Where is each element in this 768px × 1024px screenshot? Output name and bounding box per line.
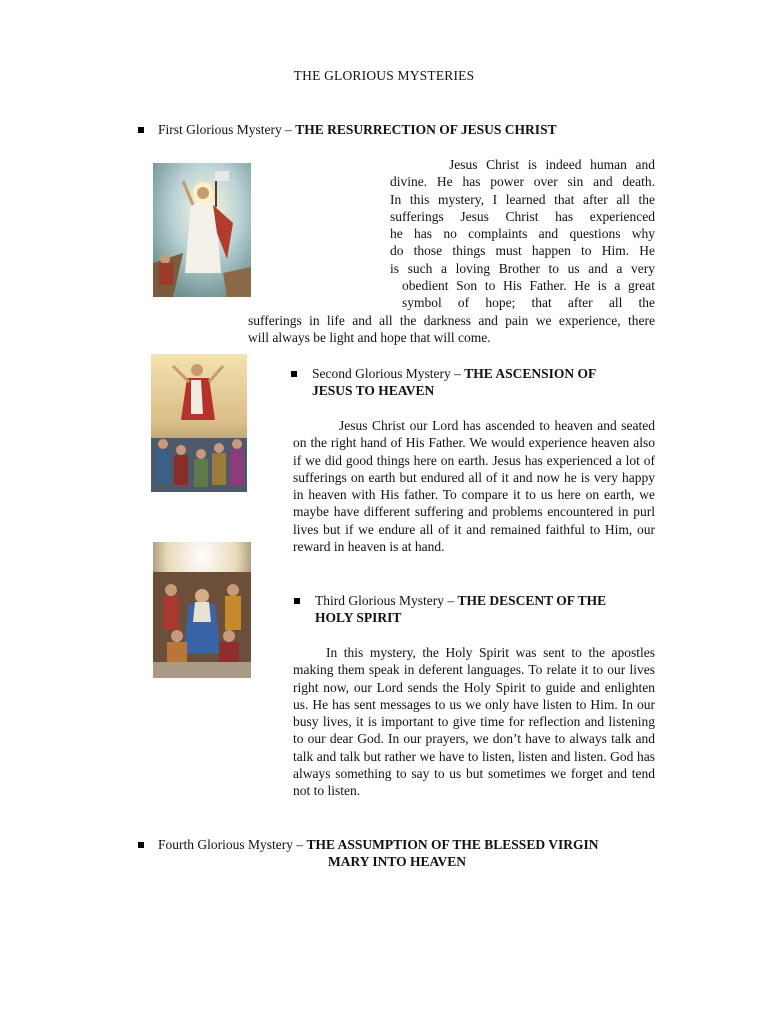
mystery-1-line: symbol of hope; that after all the: [402, 295, 655, 311]
pentecost-image: [153, 542, 251, 678]
mystery-4-name-line2: MARY INTO HEAVEN: [328, 854, 467, 869]
mystery-3-heading: [315, 592, 655, 609]
mystery-3-label: Third Glorious Mystery: [315, 593, 444, 608]
mystery-2-label: Second Glorious Mystery: [312, 366, 451, 381]
ascension-image: [151, 354, 247, 492]
mystery-1-dash: –: [285, 122, 292, 137]
mystery-2-heading: [312, 365, 652, 382]
mystery-1-text: [390, 156, 655, 312]
mystery-1-line: divine. He has power over sin and death.: [390, 174, 655, 190]
mystery-1-label: First Glorious Mystery: [158, 122, 282, 137]
mystery-1-line: will always be light and hope that will come.: [248, 330, 491, 346]
mystery-1-line: sufferings Jesus Christ has experienced: [390, 208, 655, 224]
mystery-1-line: obedient Son to His Father. He is a great: [402, 278, 655, 294]
mystery-1-line: he has no complaints and questions why: [390, 226, 655, 242]
mystery-2-text: Jesus Christ our Lord has ascended to heaven and seated on the right hand of His Father. We would experience heaven also if we did good things here on earth. Jesus has experienced a lot of sufferings on earth but endured all of it and now he is very happy in heaven with His father. To compare it to us here on earth, we maybe have different suffering and problems encountered in purl lives but if we endure all of it and remained faithful to Him, our reward in heaven is at hand.: [293, 418, 655, 555]
mystery-1-line: sufferings in life and all the darkness and pain we experience, there: [248, 313, 655, 328]
mystery-3-text: In this mystery, the Holy Spirit was sent to the apostles making them speak in deferent languages. To relate it to our lives right now, our Lord sends the Holy Spirit to guide and enlighten us. He has sent messages to us we only have listen to Him. In our busy lives, it is important to give time for reflection and listening to our dear God. In our prayers, we don’t have to always talk and talk and talk but rather we have to listen, listen and listen. God has always something to say to us but sometimes we forget and tend not to listen.: [293, 645, 655, 799]
mystery-1-text-tail: [248, 312, 655, 347]
mystery-4-heading: [158, 836, 658, 853]
mystery-4-name-line1: THE ASSUMPTION OF THE BLESSED VIRGIN: [306, 837, 599, 852]
bullet-icon: [294, 598, 300, 604]
mystery-4-dash: –: [296, 837, 304, 852]
mystery-1-line: do those things must happen to Him. He: [390, 243, 655, 259]
mystery-3-dash: –: [447, 593, 455, 608]
mystery-1-line: In this mystery, I learned that after all the: [390, 191, 655, 207]
mystery-1-line: is such a loving Brother to us and a very: [390, 260, 655, 276]
bullet-icon: [138, 127, 144, 133]
mystery-1-heading: [158, 121, 557, 138]
bullet-icon: [138, 842, 144, 848]
mystery-1-name: THE RESURRECTION OF JESUS CHRIST: [295, 122, 557, 137]
page-title: THE GLORIOUS MYSTERIES: [293, 68, 475, 83]
mystery-4-label: Fourth Glorious Mystery: [158, 837, 293, 852]
mystery-3-name-line1: THE DESCENT OF THE: [457, 593, 607, 608]
mystery-2-name-line1: THE ASCENSION OF: [464, 366, 597, 381]
resurrection-image: [153, 163, 251, 297]
mystery-2-dash: –: [454, 366, 461, 381]
bullet-icon: [291, 371, 297, 377]
mystery-2-name-line2: JESUS TO HEAVEN: [312, 383, 435, 398]
mystery-3-name-line2: HOLY SPIRIT: [315, 610, 402, 625]
mystery-1-line: Jesus Christ is indeed human and: [449, 157, 655, 172]
